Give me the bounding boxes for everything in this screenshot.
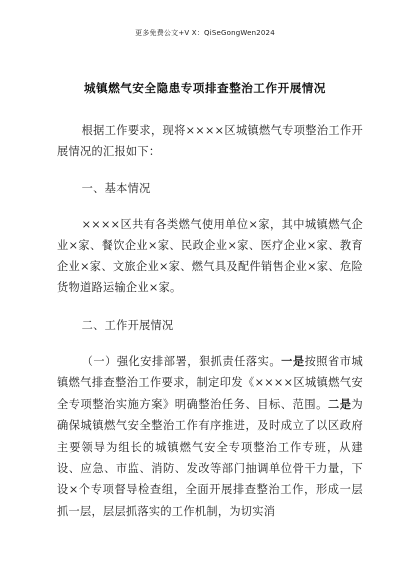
basic-situation-paragraph: ××××区共有各类燃气使用单位×家，其中城镇燃气企业×家、餐饮企业×家、民政企业×家、医疗企业×家、教育企业×家、文旅企业×家、燃气具及配件销售企业×家、危险货物道路运输企业×家。	[57, 218, 363, 294]
point-marker-1: 一是	[281, 354, 305, 368]
point-marker-2: 二是	[327, 396, 352, 411]
document-title: 城镇燃气安全隐患专项排查整治工作开展情况	[84, 81, 326, 95]
point-text-2: 为确保城镇燃气安全整治工作有序推进，及时成立了以区政府主要领导为组长的城镇燃气安全专项整治工作专班，从建设、应急、市监、消防、发改等部门抽调单位骨干力量，下设×个专项督导检查组，全面开展排查整治工作，形成一层抓一层，层层抓落实的工作机制，为切实消	[57, 397, 363, 518]
point-text-1: 按照省市城镇燃气排查整治工作要求，制定印发《××××区城镇燃气安全专项整治实施方案》明确整治任务、目标、范围。	[57, 355, 363, 411]
section-heading-work: 二、工作开展情况	[81, 319, 174, 332]
work-progress-paragraph	[57, 351, 363, 522]
header-note: 更多免费公文+V X：QiSeGongWen2024	[135, 29, 275, 37]
subsection-lead: （一）强化安排部署，狠抓责任落实。	[81, 355, 282, 368]
intro-paragraph: 根据工作要求，现将××××区城镇燃气专项整治工作开展情况的汇报如下：	[57, 124, 363, 158]
section-heading-basic: 一、基本情况	[81, 182, 151, 195]
